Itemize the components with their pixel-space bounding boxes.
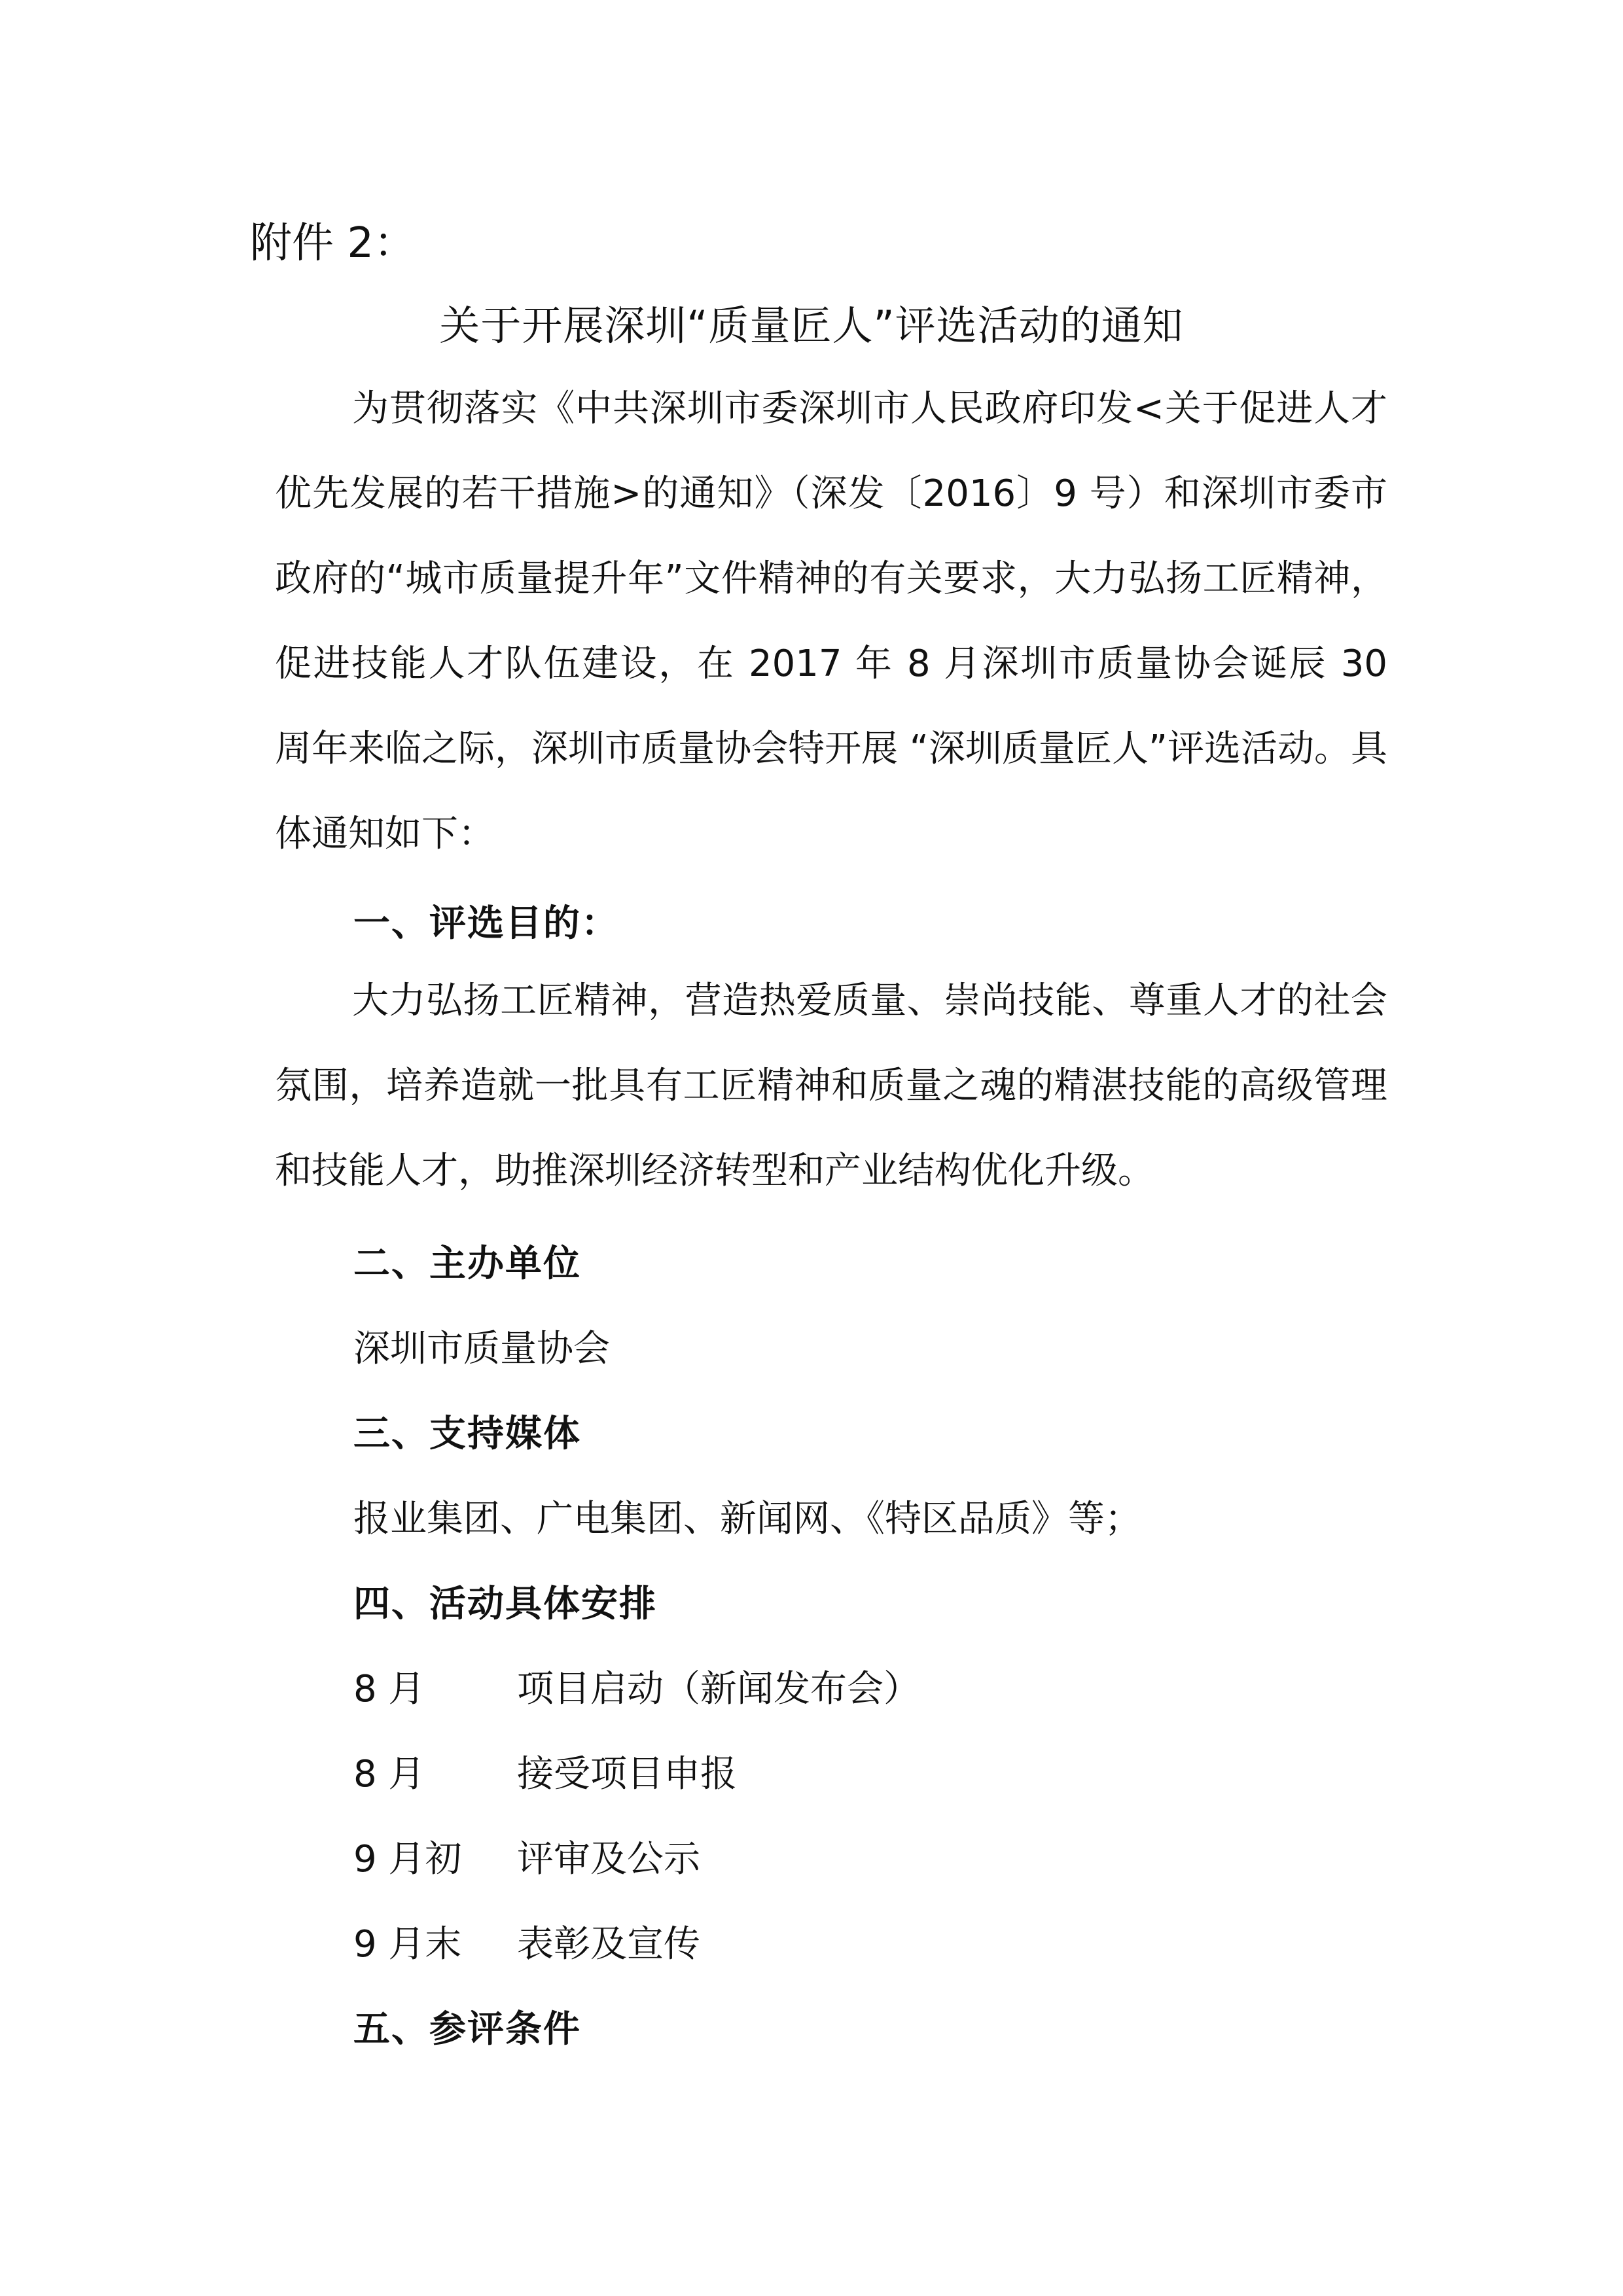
attachment-label: 附件 2：: [250, 219, 416, 268]
schedule-task: 评审及公示: [517, 1838, 700, 1881]
section-heading-organizer: 二、主办单位: [353, 1243, 581, 1285]
schedule-task: 表彰及宣传: [517, 1923, 700, 1966]
section-body-organizer: 深圳市质量协会: [353, 1328, 610, 1370]
section-heading-eligibility: 五、参评条件: [353, 2008, 581, 2051]
schedule-month: 9 月初: [353, 1838, 462, 1881]
schedule-month: 8 月: [353, 1668, 425, 1710]
section-body-media: 报业集团、广电集团、新闻网、《特区品质》等；: [353, 1498, 1141, 1540]
schedule-task: 接受项目申报: [517, 1753, 737, 1795]
section-heading-schedule: 四、活动具体安排: [353, 1583, 657, 1625]
section-heading-purpose: 一、评选目的：: [353, 902, 619, 945]
section-body-purpose: 大力弘扬工匠精神，营造热爱质量、崇尚技能、尊重人才的社会氛围，培养造就一批具有工匠精神和质量之魂的精湛技能的高级管理和技能人才，助推深圳经济转型和产业结构优化升级。: [275, 980, 1387, 1192]
schedule-month: 9 月末: [353, 1923, 462, 1966]
section-heading-media: 三、支持媒体: [353, 1413, 581, 1455]
schedule-month: 8 月: [353, 1753, 425, 1795]
document-title: 关于开展深圳“质量匠人”评选活动的通知: [439, 302, 1184, 349]
schedule-task: 项目启动（新闻发布会）: [517, 1668, 920, 1710]
intro-paragraph: 为贯彻落实《中共深圳市委深圳市人民政府印发<关于促进人才优先发展的若干措施>的通知》（深发〔2016〕9 号）和深圳市委市政府的“城市质量提升年”文件精神的有关要求，大力弘扬工匠精神，促进技能人才队伍建设，在 2017 年 8 月深圳市质量协会诞辰 30 周年来临之际，深圳市质量协会特开展 “深圳质量匠人”评选活动。具体通知如下：: [275, 387, 1387, 855]
